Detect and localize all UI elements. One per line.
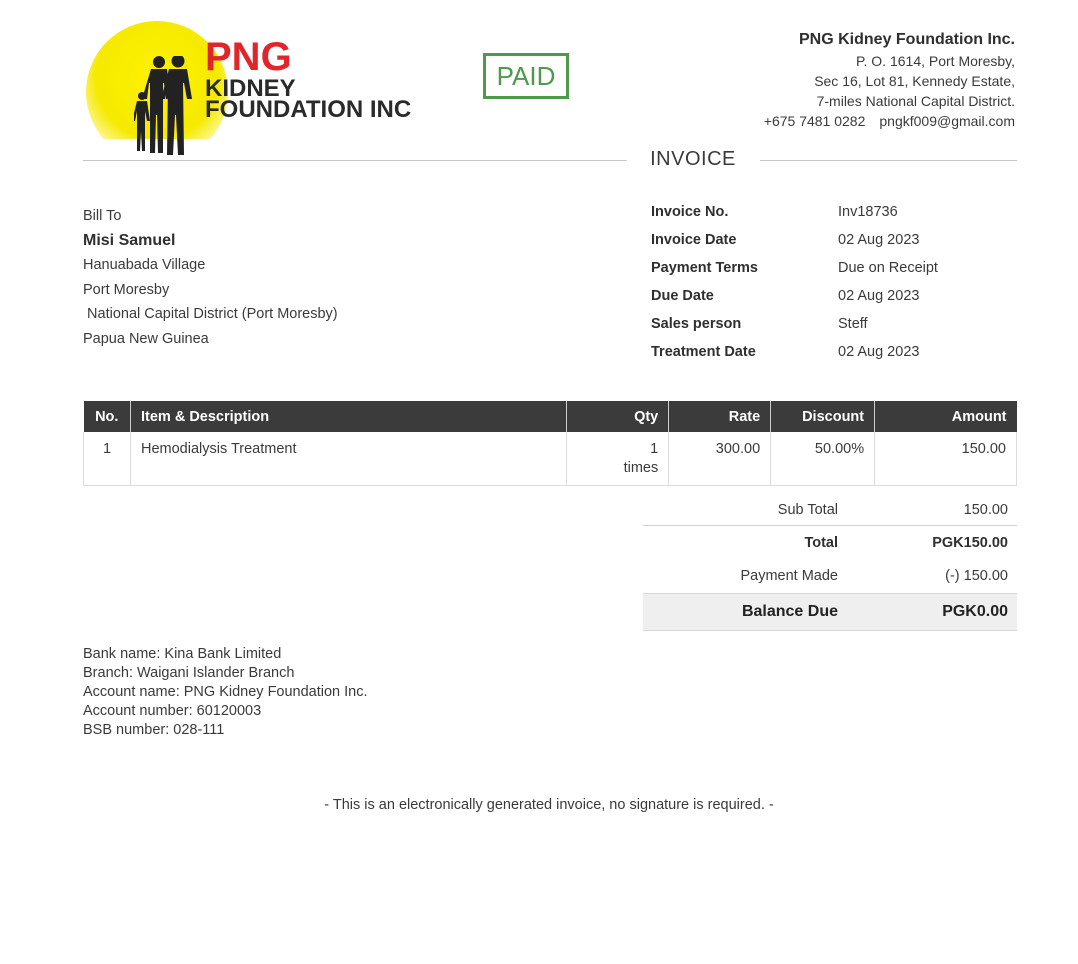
table-header-row: [84, 401, 1017, 432]
bank-line: Bank name: Kina Bank Limited: [83, 646, 282, 662]
subtotal-row: [643, 495, 1017, 526]
meta-value: Inv18736: [838, 204, 898, 220]
total-label: Total: [804, 534, 838, 551]
footer-note: - This is an electronically generated invoice, no signature is required. -: [324, 797, 774, 813]
company-logo: [84, 20, 414, 138]
payment-made-row: [643, 559, 1017, 593]
column-header-discount: Discount: [771, 401, 875, 432]
cell-discount: 50.00%: [771, 432, 875, 486]
meta-row-invoice-date: [651, 232, 938, 260]
customer-address-line: Hanuabada Village: [83, 257, 206, 273]
balance-due-row: [643, 593, 1017, 631]
company-contact: [764, 111, 1015, 131]
company-address-line: 7-miles National Capital District.: [816, 93, 1015, 109]
invoice-meta: [651, 204, 938, 372]
company-address-line: Sec 16, Lot 81, Kennedy Estate,: [814, 73, 1015, 89]
subtotal-value: 150.00: [963, 502, 1008, 518]
company-phone: +675 7481 0282: [763, 113, 866, 129]
meta-label: Invoice Date: [651, 232, 737, 248]
company-info: [764, 30, 1015, 131]
payment-made-value: (-) 150.00: [945, 568, 1008, 584]
meta-row-payment-terms: [651, 260, 938, 288]
meta-value: Due on Receipt: [838, 260, 938, 276]
qty-value: 1: [650, 441, 659, 457]
cell-no: 1: [84, 432, 131, 486]
customer-name: Misi Samuel: [83, 231, 176, 249]
cell-item: Hemodialysis Treatment: [130, 432, 566, 486]
bank-line: BSB number: 028-111: [83, 722, 225, 738]
company-email: pngkf009@gmail.com: [879, 113, 1015, 129]
cell-qty: [567, 432, 669, 486]
line-items-table: [83, 401, 1017, 486]
column-header-item: Item & Description: [130, 401, 566, 432]
total-row: [643, 526, 1017, 559]
total-value: PGK150.00: [932, 534, 1008, 551]
paid-stamp: PAID: [483, 53, 569, 99]
column-header-amount: Amount: [875, 401, 1017, 432]
bill-to-section: [83, 204, 338, 351]
column-header-qty: Qty: [567, 401, 669, 432]
column-header-no: No.: [84, 401, 131, 432]
balance-due-value: PGK0.00: [942, 603, 1008, 620]
cell-amount: 150.00: [875, 432, 1017, 486]
customer-address-line: National Capital District (Port Moresby): [83, 306, 338, 322]
header-divider-left: [83, 160, 627, 161]
meta-value: Steff: [838, 316, 868, 332]
totals-section: [643, 495, 1017, 631]
payment-made-label: Payment Made: [740, 568, 838, 584]
cell-rate: 300.00: [669, 432, 771, 486]
meta-row-sales-person: [651, 316, 938, 344]
bill-to-label: Bill To: [83, 208, 122, 224]
meta-label: Treatment Date: [651, 344, 756, 360]
subtotal-label: Sub Total: [777, 502, 838, 518]
meta-label: Sales person: [651, 316, 742, 332]
table-row: [84, 432, 1017, 486]
customer-address-line: Port Moresby: [83, 281, 170, 298]
meta-row-invoice-no: [651, 204, 938, 232]
logo-text-png: PNG: [205, 35, 292, 79]
column-header-rate: Rate: [669, 401, 771, 432]
bank-line: Account number: 60120003: [83, 703, 262, 719]
meta-value: 02 Aug 2023: [838, 232, 920, 248]
bank-line: Branch: Waigani Islander Branch: [83, 665, 295, 681]
family-silhouette-icon: [134, 56, 204, 156]
bank-details: [83, 645, 368, 740]
customer-address-line: Papua New Guinea: [83, 330, 209, 347]
meta-value: 02 Aug 2023: [838, 344, 920, 360]
header-divider-right: [760, 160, 1017, 161]
company-name: PNG Kidney Foundation Inc.: [799, 31, 1015, 48]
meta-row-due-date: [651, 288, 938, 316]
meta-label: Due Date: [651, 288, 714, 304]
meta-row-treatment-date: [651, 344, 938, 372]
qty-unit: times: [623, 460, 659, 476]
document-title: INVOICE: [650, 148, 736, 170]
bank-line: Account name: PNG Kidney Foundation Inc.: [83, 684, 368, 700]
meta-label: Invoice No.: [651, 204, 729, 220]
company-address-line: P. O. 1614, Port Moresby,: [855, 53, 1015, 69]
logo-text-kidney: KIDNEY: [205, 75, 296, 102]
meta-value: 02 Aug 2023: [838, 288, 920, 304]
meta-label: Payment Terms: [651, 260, 758, 276]
balance-due-label: Balance Due: [741, 603, 838, 620]
logo-text-foundation: FOUNDATION INC: [205, 96, 412, 123]
